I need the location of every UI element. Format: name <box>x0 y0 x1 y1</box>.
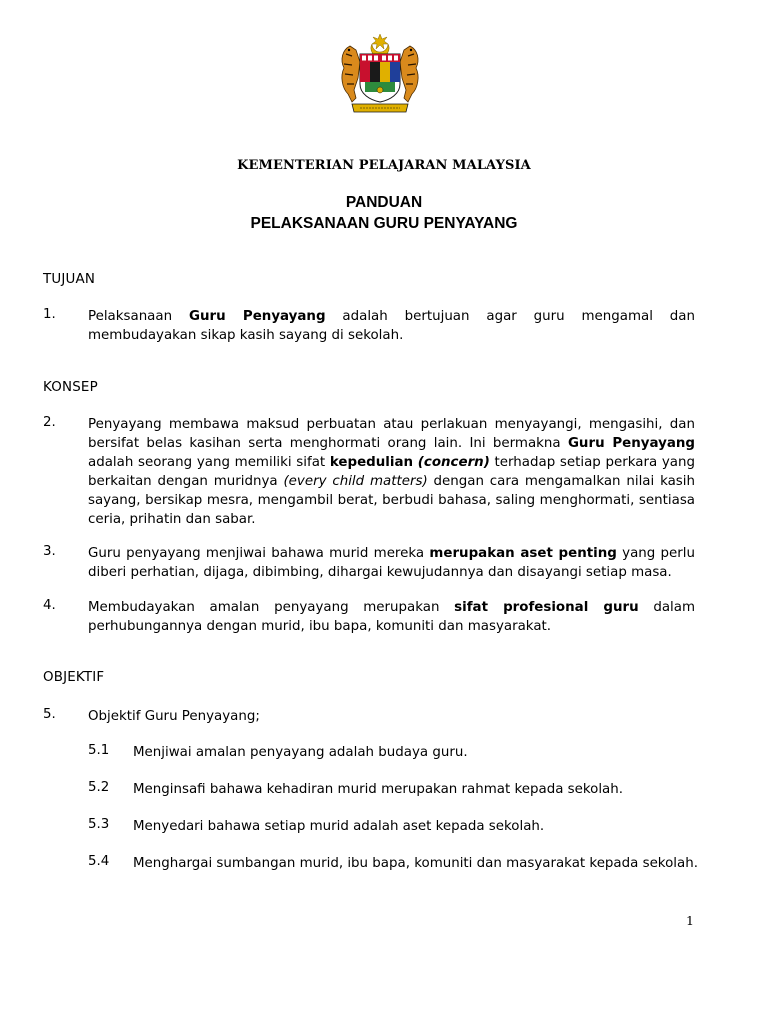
bold-text: kepedulian <box>329 455 414 470</box>
paragraph-number: 3. <box>43 544 56 559</box>
list-item-number: 5.3 <box>88 817 110 832</box>
bold-text: Guru Penyayang <box>567 436 695 451</box>
text-run: adalah seorang yang memiliki sifat <box>88 455 330 470</box>
section-heading-tujuan: TUJUAN <box>43 272 96 287</box>
bold-text: sifat profesional guru <box>454 600 639 615</box>
list-item-text: Menyedari bahawa setiap murid adalah aset kepada sekolah. <box>133 819 545 834</box>
paragraph-4 <box>43 598 695 636</box>
paragraph-number: 1. <box>43 307 56 322</box>
list-item <box>88 743 698 762</box>
text-run: dengan cara mengamalkan nilai kasih sayang, bersikap mesra, mengambil berat, berbudi bahasa, saling menghormati, sentiasa ceria, prihatin dan sabar. <box>88 474 695 527</box>
paragraph-number: 4. <box>43 598 56 613</box>
list-item <box>88 780 698 799</box>
text-run: Pelaksanaan <box>88 309 189 324</box>
text-run: adalah bertujuan agar guru mengamal dan membudayakan sikap kasih sayang di sekolah. <box>88 309 695 343</box>
ministry-name: KEMENTERIAN PELAJARAN MALAYSIA <box>237 158 531 173</box>
italic-text: (every child matters) <box>283 474 428 489</box>
paragraph-body <box>88 307 695 345</box>
paragraph-body <box>88 415 695 529</box>
paragraph-5 <box>43 707 695 726</box>
text-run: terhadap setiap perkara yang berkaitan dengan muridnya <box>88 455 695 489</box>
list-item-text: Menjiwai amalan penyayang adalah budaya guru. <box>133 745 468 760</box>
text-run: Membudayakan amalan penyayang merupakan <box>88 600 455 615</box>
list-item <box>88 817 698 836</box>
paragraph-3 <box>43 544 695 582</box>
section-heading-konsep: KONSEP <box>43 380 98 395</box>
list-item-text: Menghargai sumbangan murid, ibu bapa, komuniti dan masyarakat kepada sekolah. <box>133 856 698 871</box>
paragraph-number: 2. <box>43 415 56 430</box>
bold-italic-text: (concern) <box>417 455 490 470</box>
bold-text: Guru Penyayang <box>188 309 326 324</box>
page-number: 1 <box>686 913 694 928</box>
paragraph-number: 5. <box>43 707 56 722</box>
paragraph-body <box>88 598 695 636</box>
list-item-text: Menginsafi bahawa kehadiran murid merupakan rahmat kepada sekolah. <box>133 782 624 797</box>
paragraph-1 <box>43 307 695 345</box>
list-item <box>88 854 698 873</box>
paragraph-body <box>88 544 695 582</box>
text-run: dalam perhubungannya dengan murid, ibu bapa, komuniti dan masyarakat. <box>88 600 696 634</box>
malaysia-coat-of-arms-icon <box>330 32 430 118</box>
section-heading-objektif: OBJEKTIF <box>43 670 105 685</box>
list-item-number: 5.2 <box>88 780 110 795</box>
document-title <box>0 192 768 234</box>
paragraph-2 <box>43 415 695 529</box>
document-title-line1: PANDUAN <box>345 194 423 211</box>
document-title-line2: PELAKSANAAN GURU PENYAYANG <box>250 215 518 232</box>
list-item-number: 5.1 <box>88 743 110 758</box>
text-run: Penyayang membawa maksud perbuatan atau perlakuan menyayangi, mengasihi, dan bersifat belas kasihan serta menghormati orang lain. Ini bermakna <box>88 417 695 451</box>
text-run: yang perlu diberi perhatian, dijaga, dibimbing, dihargai kewujudannya dan disayangi setiap masa. <box>88 546 695 580</box>
bold-text: merupakan aset penting <box>429 546 617 561</box>
text-run: Guru penyayang menjiwai bahawa murid mereka <box>88 546 430 561</box>
paragraph-body: Objektif Guru Penyayang; <box>88 709 260 724</box>
list-item-number: 5.4 <box>88 854 110 869</box>
